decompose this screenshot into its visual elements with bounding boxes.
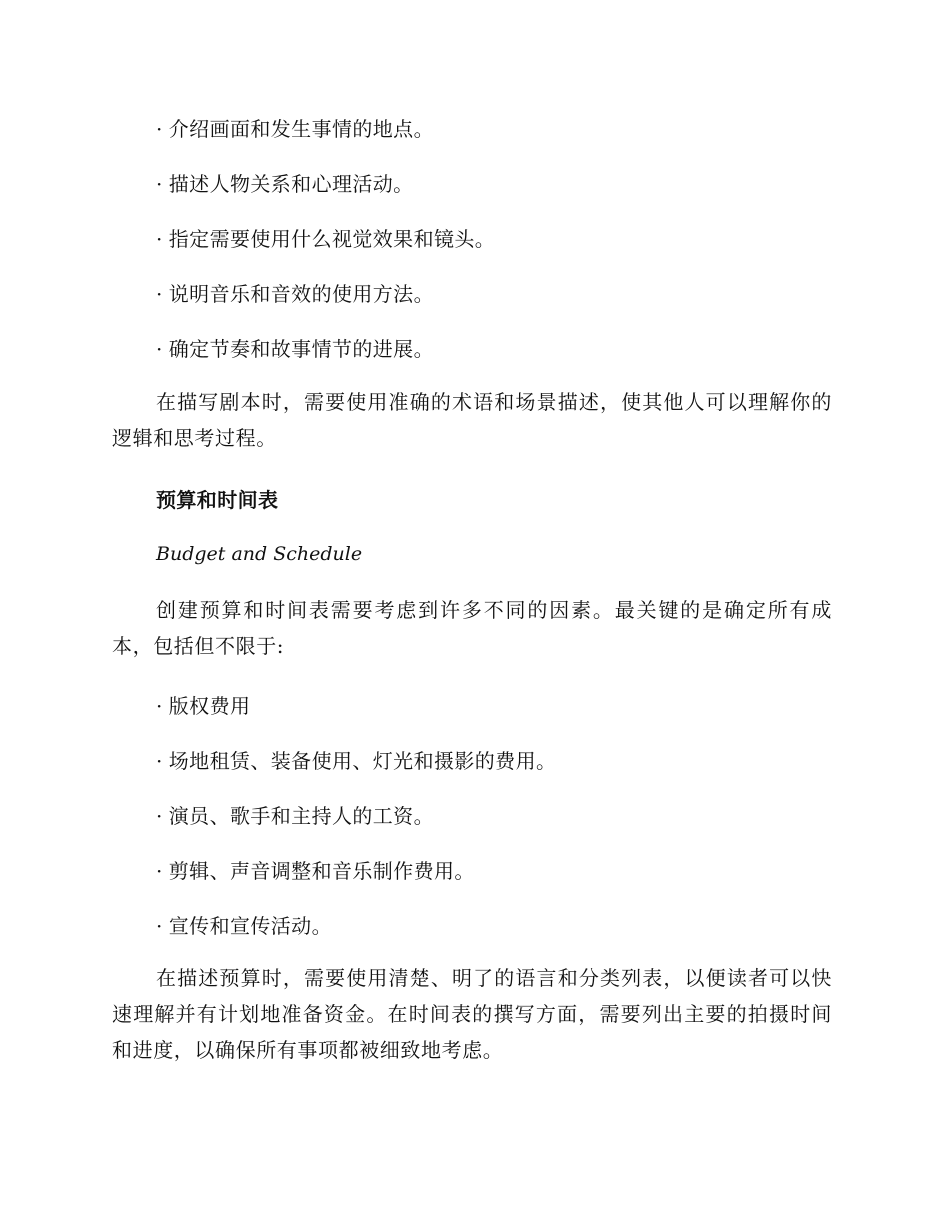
bullet-symbol: ·	[156, 172, 163, 196]
list-item-text: 版权费用	[168, 694, 251, 718]
section-subtitle: Budget and Schedule	[156, 543, 363, 565]
bullet-symbol: ·	[156, 804, 163, 828]
list-item	[156, 170, 414, 198]
list-item	[156, 692, 250, 720]
bullet-symbol: ·	[156, 337, 163, 361]
list-item-text: 指定需要使用什么视觉效果和镜头。	[168, 227, 496, 251]
bullet-symbol: ·	[156, 227, 163, 251]
bullet-symbol: ·	[156, 914, 163, 938]
list-item	[156, 802, 434, 830]
intro-paragraph: 创建预算和时间表需要考虑到许多不同的因素。最关键的是确定所有成本，包括但不限于:	[112, 598, 832, 658]
bullet-symbol: ·	[156, 282, 163, 306]
list-item	[156, 912, 332, 940]
list-item	[156, 280, 434, 308]
list-item-text: 介绍画面和发生事情的地点。	[168, 117, 434, 141]
bullet-symbol: ·	[156, 117, 163, 141]
list-item	[156, 225, 495, 253]
section-heading: 预算和时间表	[156, 488, 279, 512]
list-item-text: 描述人物关系和心理活动。	[168, 172, 414, 196]
bullet-symbol: ·	[156, 859, 163, 883]
list-item	[156, 747, 556, 775]
list-item-text: 场地租赁、装备使用、灯光和摄影的费用。	[168, 749, 557, 773]
list-item	[156, 335, 434, 363]
list-item-text: 演员、歌手和主持人的工资。	[168, 804, 434, 828]
body-paragraph: 在描写剧本时，需要使用准确的术语和场景描述，使其他人可以理解你的逻辑和思考过程。	[112, 390, 832, 450]
list-item	[156, 857, 475, 885]
list-item	[156, 115, 434, 143]
bullet-symbol: ·	[156, 749, 163, 773]
list-item-text: 确定节奏和故事情节的进展。	[168, 337, 434, 361]
bullet-symbol: ·	[156, 694, 163, 718]
body-paragraph: 在描述预算时，需要使用清楚、明了的语言和分类列表，以便读者可以快速理解并有计划地准备资金。在时间表的撰写方面，需要列出主要的拍摄时间和进度，以确保所有事项都被细致地考虑。	[112, 966, 832, 1062]
list-item-text: 剪辑、声音调整和音乐制作费用。	[168, 859, 475, 883]
list-item-text: 宣传和宣传活动。	[168, 914, 332, 938]
list-item-text: 说明音乐和音效的使用方法。	[168, 282, 434, 306]
